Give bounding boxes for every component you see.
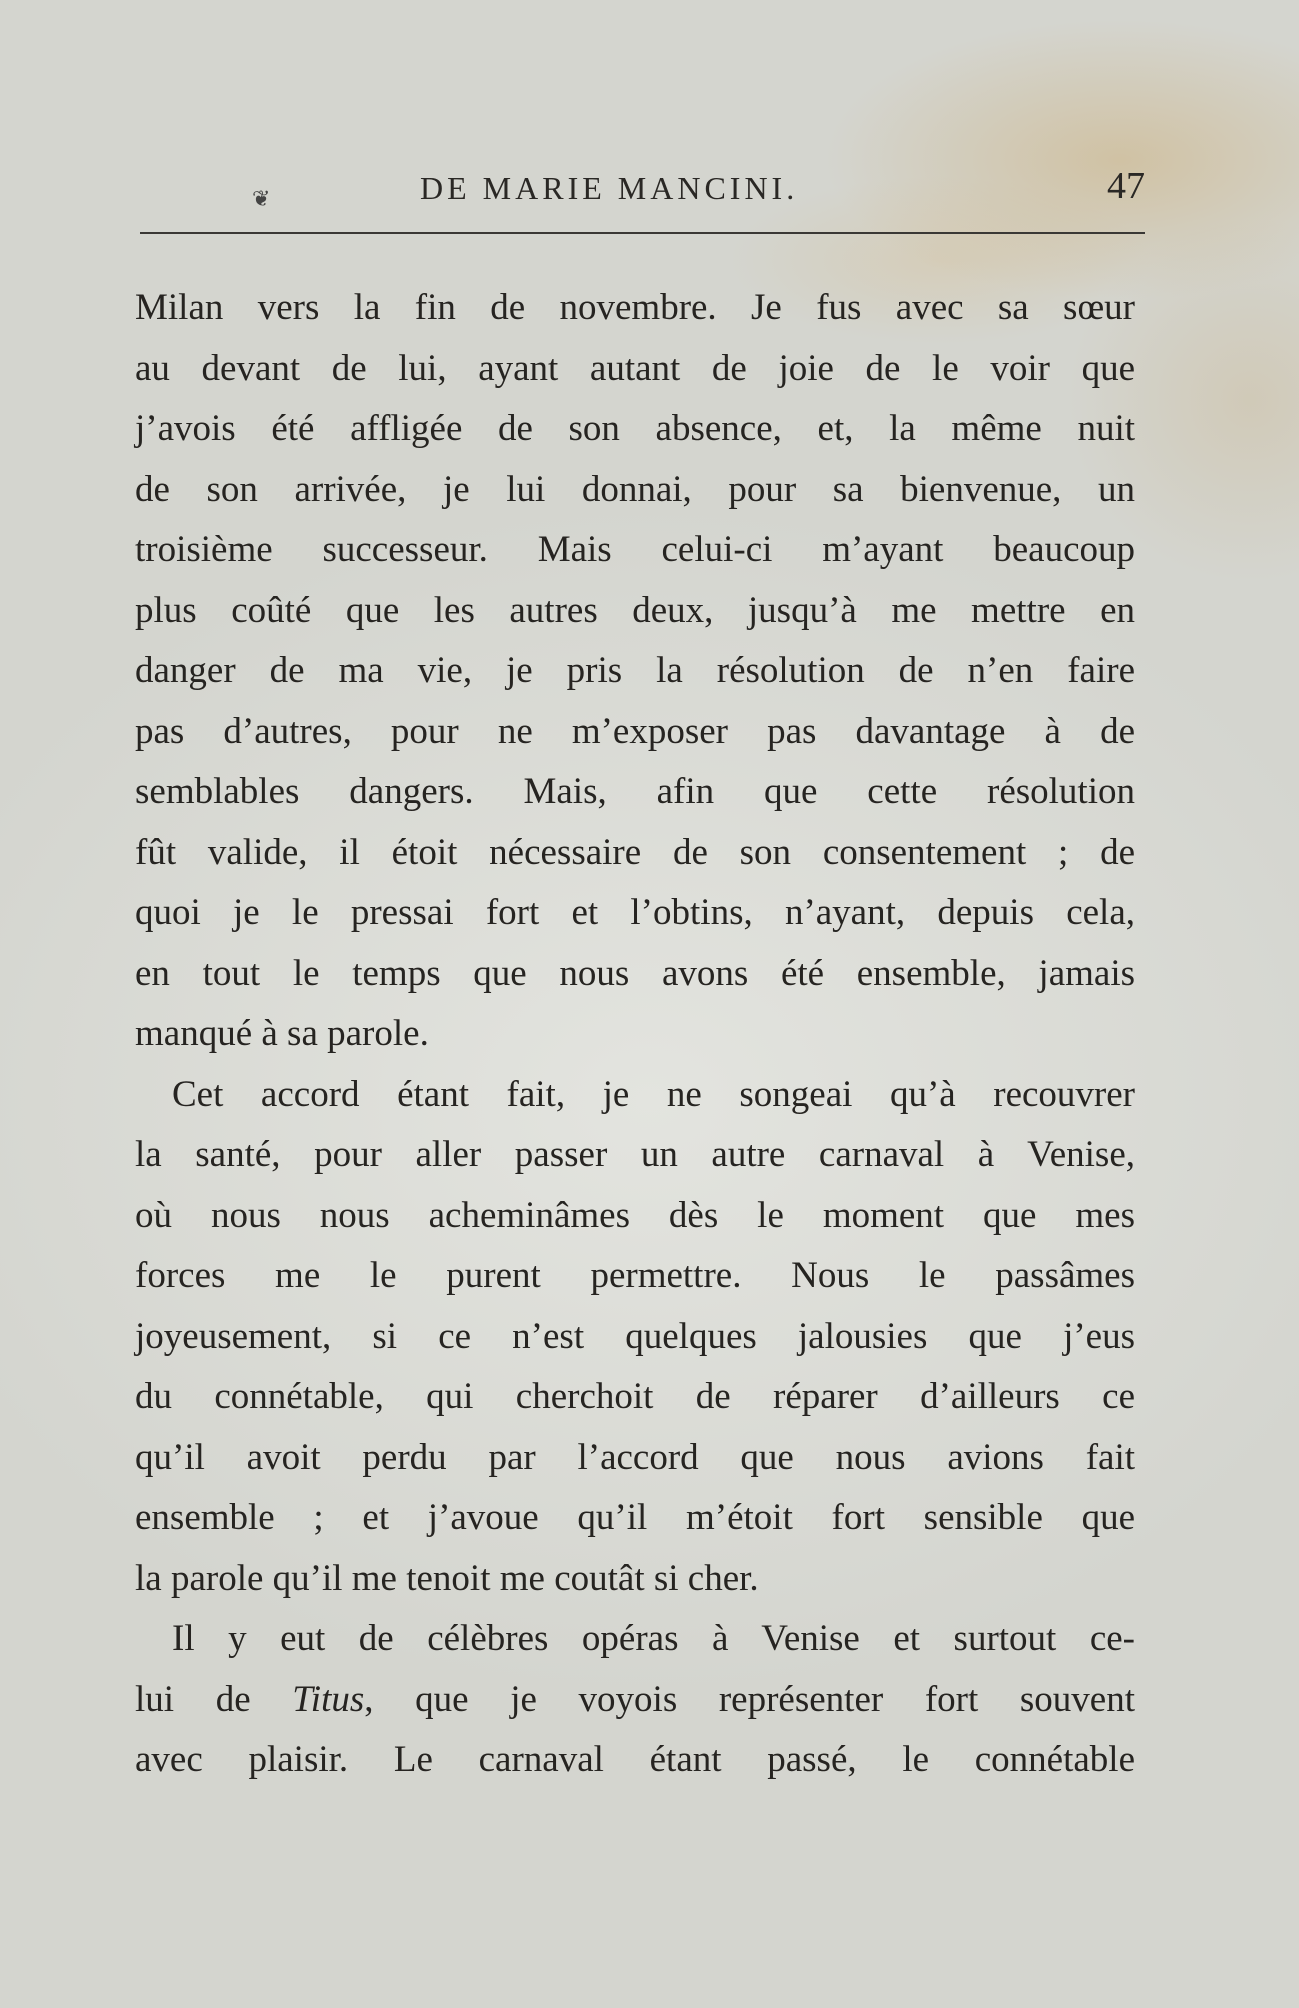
text-line: Milan vers la fin de novembre. Je fus avec sa sœur <box>135 287 1135 328</box>
text-line: Il y eut de célèbres opéras à Venise et surtout ce- <box>172 1618 1135 1659</box>
paragraph-1 <box>135 278 1135 1065</box>
text-line: au devant de lui, ayant autant de joie de le voir que <box>135 347 1135 389</box>
printer-ornament-icon: ❦ <box>252 187 271 212</box>
text-line: semblables dangers. Mais, afin que cette résolution <box>135 771 1135 812</box>
paragraph-3 <box>135 1609 1135 1791</box>
text-line: plus coûté que les autres deux, jusqu’à me mettre en <box>135 589 1135 631</box>
text-line: la santé, pour aller passer un autre carnaval à Venise, <box>135 1134 1135 1175</box>
text-line: manqué à sa parole. <box>135 1013 429 1054</box>
text-line: avec plaisir. Le carnaval étant passé, le connétable <box>135 1739 1135 1780</box>
header-rule <box>140 232 1145 234</box>
text-line: du connétable, qui cherchoit de réparer d’ailleurs ce <box>135 1376 1135 1417</box>
body-text <box>135 278 1135 1791</box>
paragraph-2 <box>135 1065 1135 1610</box>
text-line: danger de ma vie, je pris la résolution de n’en faire <box>135 650 1135 691</box>
running-title: DE MARIE MANCINI. <box>420 170 799 206</box>
text-line: de son arrivée, je lui donnai, pour sa bienvenue, un <box>135 468 1135 510</box>
text-line <box>135 1670 1135 1731</box>
text-line: la parole qu’il me tenoit me coutât si cher. <box>135 1557 759 1599</box>
text-line: en tout le temps que nous avons été ensemble, jamais <box>135 952 1135 994</box>
italic-title: Titus <box>292 1678 365 1720</box>
text-line: troisième successeur. Mais celui-ci m’ayant beaucoup <box>135 529 1135 570</box>
running-header <box>140 150 1145 230</box>
text-line: quoi je le pressai fort et l’obtins, n’ayant, depuis cela, <box>135 892 1135 933</box>
text-line: forces me le purent permettre. Nous le passâmes <box>135 1255 1135 1296</box>
text-line: joyeusement, si ce n’est quelques jalousies que j’eus <box>135 1315 1135 1357</box>
text-line: ensemble ; et j’avoue qu’il m’étoit fort sensible que <box>135 1497 1135 1538</box>
text-line: j’avois été affligée de son absence, et, la même nuit <box>135 408 1135 449</box>
text-line: fût valide, il étoit nécessaire de son consentement ; de <box>135 831 1135 873</box>
page-number: 47 <box>1107 165 1145 207</box>
text-fragment: lui de <box>135 1678 293 1720</box>
text-line: qu’il avoit perdu par l’accord que nous avions fait <box>135 1436 1135 1478</box>
text-line: Cet accord étant fait, je ne songeai qu’à recouvrer <box>172 1073 1135 1115</box>
text-line: pas d’autres, pour ne m’exposer pas davantage à de <box>135 710 1135 752</box>
text-line: où nous nous acheminâmes dès le moment que mes <box>135 1194 1135 1236</box>
text-fragment: , que je voyois représenter fort souvent <box>364 1678 1135 1720</box>
